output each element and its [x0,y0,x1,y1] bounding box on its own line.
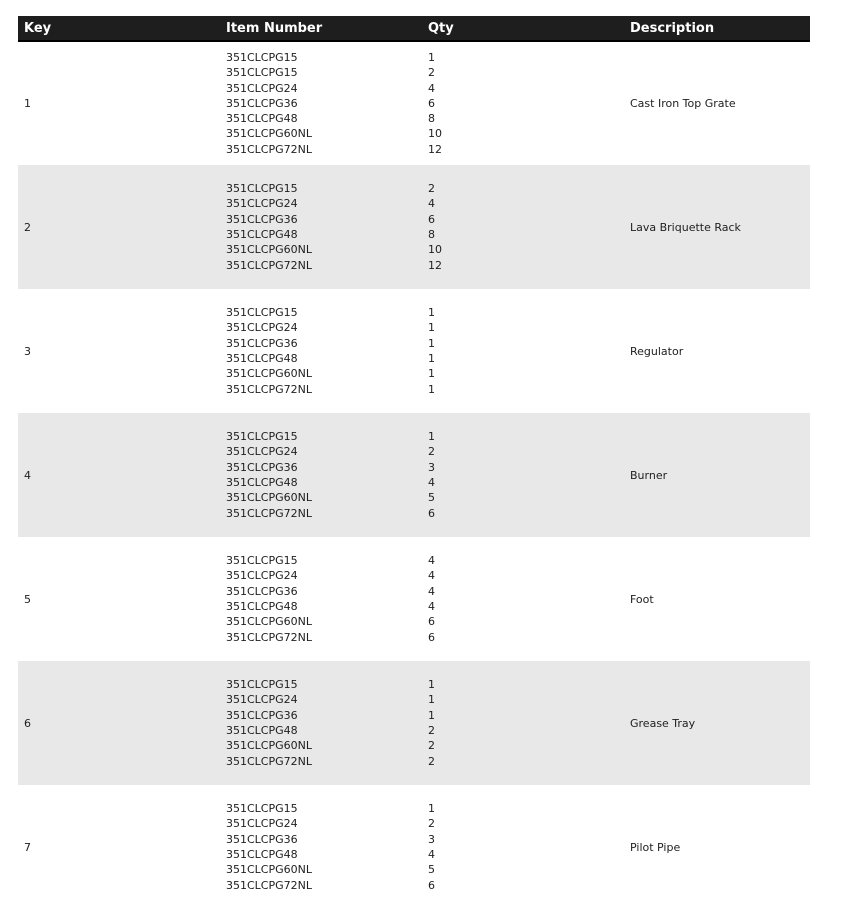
item-number-cell [220,413,422,537]
qty-value: 5 [428,863,435,877]
qty-cell [422,785,624,909]
qty-value: 6 [428,615,435,629]
key-cell: 6 [24,716,31,730]
item-number: 351CLCPG48 [226,600,298,613]
qty-value: 8 [428,228,435,241]
qty-value: 2 [428,445,435,459]
qty-cell [422,41,624,165]
qty-value: 2 [428,182,435,196]
item-number-cell [220,165,422,289]
description-cell: Foot [630,592,654,606]
qty-value: 12 [428,258,442,272]
qty-value: 6 [428,630,435,644]
item-number: 351CLCPG15 [226,802,298,816]
qty-value: 1 [428,382,435,396]
table-row [18,289,810,413]
item-number: 351CLCPG60NL [226,127,312,141]
key-cell: 7 [24,840,31,854]
qty-value: 2 [428,817,435,831]
qty-value: 4 [428,584,435,598]
qty-value: 6 [428,96,435,110]
item-number: 351CLCPG15 [226,182,298,196]
description-cell: Regulator [630,344,684,358]
header-item-number: Item Number [220,16,422,41]
item-number-cell [220,289,422,413]
qty-value: 2 [428,66,435,80]
qty-cell [422,537,624,661]
item-number: 351CLCPG72NL [226,878,312,892]
item-number: 351CLCPG24 [226,569,298,583]
item-number: 351CLCPG24 [226,81,298,95]
qty-value: 6 [428,878,435,892]
item-number: 351CLCPG15 [226,554,298,568]
item-number: 351CLCPG36 [226,584,298,598]
item-number: 351CLCPG60NL [226,615,312,629]
qty-value: 2 [428,724,435,737]
qty-value: 1 [428,430,435,444]
qty-value: 1 [428,306,435,320]
table-row [18,41,810,165]
description-cell: Cast Iron Top Grate [630,97,736,110]
qty-value: 6 [428,506,435,520]
key-cell: 4 [24,468,31,482]
item-number: 351CLCPG24 [226,321,298,335]
qty-value: 1 [428,352,435,365]
item-number: 351CLCPG24 [226,197,298,211]
item-number: 351CLCPG36 [226,708,298,722]
description-cell: Grease Tray [630,716,696,730]
table-row [18,661,810,785]
item-number: 351CLCPG48 [226,228,298,241]
qty-value: 4 [428,197,435,211]
qty-value: 4 [428,81,435,95]
item-number: 351CLCPG15 [226,306,298,320]
item-number: 351CLCPG36 [226,460,298,474]
table-row [18,537,810,661]
key-cell: 1 [24,97,31,110]
qty-cell [422,413,624,537]
item-number: 351CLCPG15 [226,678,298,692]
table-header [18,16,810,41]
qty-value: 10 [428,127,442,141]
item-number: 351CLCPG24 [226,693,298,707]
item-number: 351CLCPG72NL [226,258,312,272]
item-number: 351CLCPG36 [226,832,298,846]
item-number: 351CLCPG60NL [226,863,312,877]
qty-value: 10 [428,243,442,257]
item-number: 351CLCPG15 [226,50,298,64]
description-cell: Burner [630,468,668,482]
qty-value: 3 [428,460,435,474]
qty-value: 4 [428,600,435,613]
item-number: 351CLCPG48 [226,724,298,737]
table-row [18,413,810,537]
header-row [18,16,810,41]
qty-value: 5 [428,491,435,505]
qty-value: 1 [428,678,435,692]
qty-value: 1 [428,321,435,335]
item-number: 351CLCPG36 [226,336,298,350]
item-number: 351CLCPG60NL [226,243,312,257]
item-number: 351CLCPG48 [226,112,298,126]
item-number: 351CLCPG60NL [226,739,312,753]
item-number: 351CLCPG72NL [226,382,312,396]
item-number: 351CLCPG36 [226,96,298,110]
item-number-cell [220,537,422,661]
key-cell: 5 [24,592,31,606]
qty-value: 1 [428,367,435,381]
qty-cell [422,289,624,413]
description-cell: Lava Briquette Rack [630,220,741,234]
item-number: 351CLCPG48 [226,848,298,861]
qty-value: 8 [428,112,435,126]
parts-table [18,16,810,909]
item-number: 351CLCPG24 [226,445,298,459]
qty-value: 1 [428,802,435,816]
qty-value: 4 [428,476,435,489]
qty-value: 4 [428,554,435,568]
item-number: 351CLCPG36 [226,212,298,226]
qty-cell [422,165,624,289]
table-row [18,785,810,909]
item-number: 351CLCPG72NL [226,506,312,520]
item-number: 351CLCPG72NL [226,754,312,768]
item-number: 351CLCPG48 [226,352,298,365]
key-cell: 3 [24,344,31,358]
table-row [18,165,810,289]
qty-value: 4 [428,848,435,861]
key-cell: 2 [24,220,31,234]
item-number: 351CLCPG15 [226,430,298,444]
qty-cell [422,661,624,785]
item-number: 351CLCPG60NL [226,491,312,505]
item-number-cell [220,41,422,165]
qty-value: 1 [428,708,435,722]
qty-value: 1 [428,50,435,64]
item-number: 351CLCPG48 [226,476,298,489]
item-number: 351CLCPG24 [226,817,298,831]
qty-value: 1 [428,336,435,350]
qty-value: 4 [428,569,435,583]
item-number: 351CLCPG60NL [226,367,312,381]
qty-value: 2 [428,754,435,768]
item-number: 351CLCPG72NL [226,142,312,156]
qty-value: 6 [428,212,435,226]
header-description: Description [624,16,810,41]
item-number-cell [220,785,422,909]
qty-value: 1 [428,693,435,707]
qty-value: 3 [428,832,435,846]
table-body [18,41,810,909]
description-cell: Pilot Pipe [630,840,681,854]
item-number: 351CLCPG15 [226,66,298,80]
header-key: Key [18,16,220,41]
qty-value: 2 [428,739,435,753]
item-number-cell [220,661,422,785]
qty-value: 12 [428,142,442,156]
item-number: 351CLCPG72NL [226,630,312,644]
header-qty: Qty [422,16,624,41]
